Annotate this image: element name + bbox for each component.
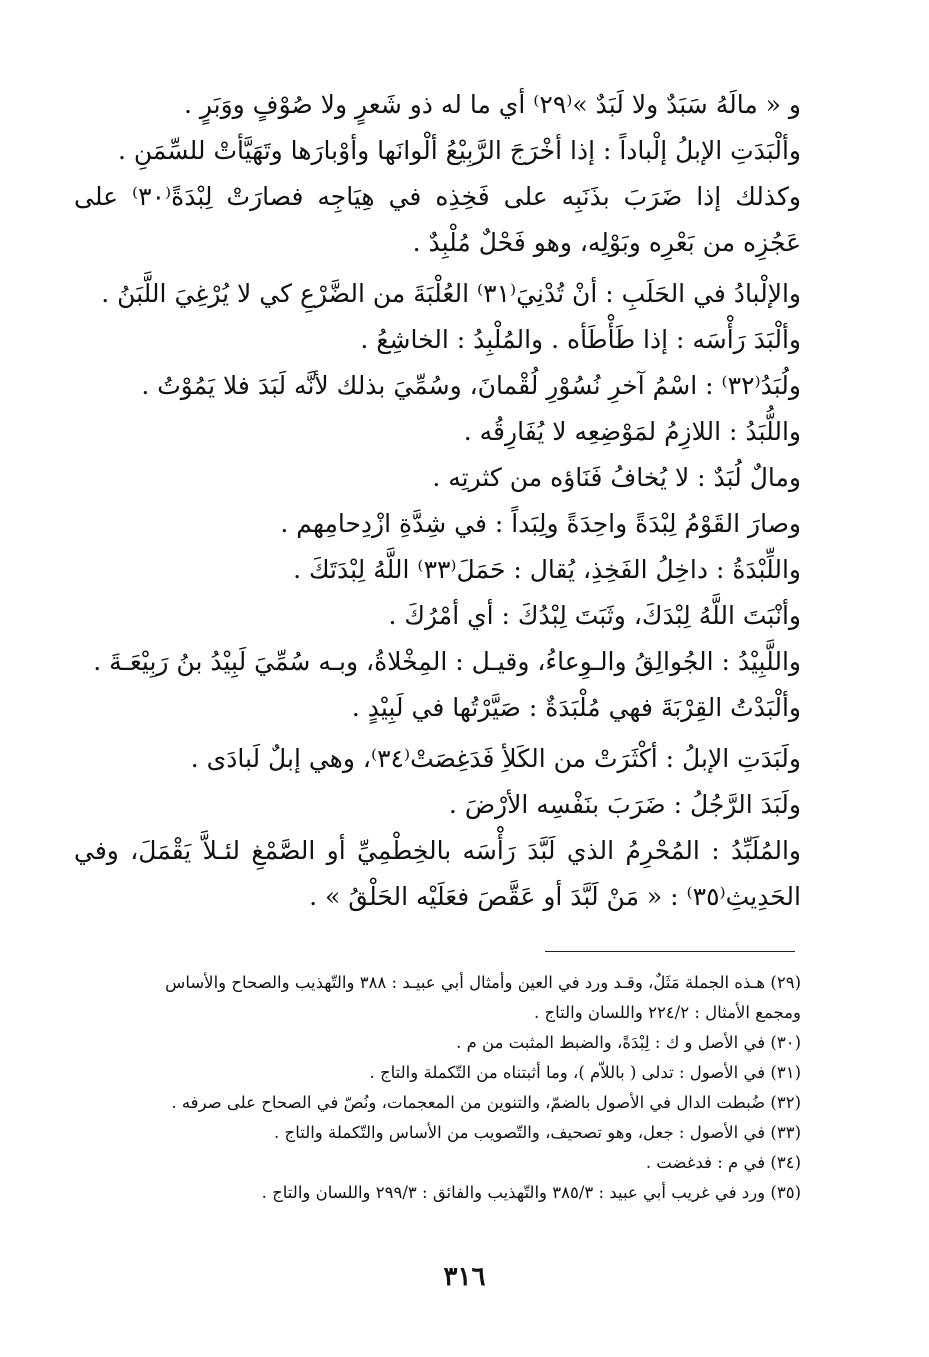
- footnotes: [74, 968, 801, 1208]
- main-text: [74, 82, 801, 920]
- paragraph: واللُّبَدُ : اللازِمُ لمَوْضِعِه لا يُفَارِقُه .: [463, 417, 801, 446]
- footnote: (٣٤) في م : فدغضت .: [645, 1153, 801, 1172]
- paragraph: وألْبَدَ رَأْسَه : إذا طَأْطَأه . والمُلْبِدُ : الخاشِعُ .: [360, 325, 801, 354]
- footnote: (٣٠) في الأصل و ك : لِبْدَةً، والضبط المثبت من م .: [456, 1033, 801, 1052]
- paragraph: ولَبَدَتِ الإبلُ : أكْثَرَتْ من الكَلأِ فَدَغِصَتْ⁽٣٤⁾، وهي إبلٌ لَبادَى .: [190, 744, 801, 773]
- paragraph: وصارَ القَوْمُ لِبْدَةً واحِدَةً ولِبَداً : في شِدَّةِ ازْدِحامِهم .: [280, 509, 801, 538]
- paragraph: واللِّبْدَةُ : داخِلُ الفَخِذِ، يُقال : حَمَلَ⁽٣٣⁾ اللَّهُ لِبْدَتَكَ .: [293, 555, 801, 584]
- paragraph: والإلْبادُ في الحَلَبِ : أنْ تُدْنِيَ⁽٣١⁾ العُلْبَةَ من الضَّرْعِ كي لا يُرْغِيَ اللَّبَنُ .: [101, 279, 801, 308]
- paragraph: ولَبَدَ الرَّجُلُ : ضَرَبَ بنَفْسِه الأرْضَ .: [448, 790, 801, 819]
- footnote: (٣١) في الأصول : تدلى ( باللاّم )، وما أثبتناه من التّكملة والتاج .: [369, 1063, 801, 1082]
- footnote-continuation: ومجمع الأمثال : ٢٢٤/٢ واللسان والتاج .: [533, 1003, 801, 1022]
- paragraph: وألْبَدَتِ الإبلُ إلْباداً : إذا أخْرَجَ الرَّبِيْعُ ألْوانَها وأوْبارَها وتَهَيَّأتْ للسِّمَنِ .: [117, 136, 801, 165]
- paragraph: وكذلك إذا ضَرَبَ بذَنَبِه على فَخِذِه في هِيَاجِه فصارَتْ لِبْدَةً⁽٣٠⁾ على عَجُزِه من بَعْرِه وبَوْلِه، وهو فَحْلٌ مُلْبِدٌ .: [74, 182, 801, 257]
- paragraph: ومالٌ لُبَدٌ : لا يُخافُ فَنَاؤه من كثرتِه .: [432, 463, 801, 492]
- footnote: (٣٢) ضُبطت الدال في الأصول بالضمّ، والتنوين من المعجمات، ونُصّ في الصحاح على صرفه .: [171, 1093, 801, 1112]
- footnote: (٢٩) هـذه الجملة مَثَلٌ، وقـد ورد في العين وأمثال أبي عبيـد : ٣٨٨ والتّهذيب والصحاح والأساس: [165, 973, 801, 992]
- footnote: (٣٣) في الأصول : جعل، وهو تصحيف، والتّصويب من الأساس والتّكملة والتاج .: [274, 1123, 801, 1142]
- paragraph: وأنْبَتَ اللَّهُ لِبْدَكَ، وثَبَتَ لِبْدُكَ : أي أمْرُكَ .: [388, 601, 801, 630]
- footnote: (٣٥) ورد في غريب أبي عبيد : ٣٨٥/٣ والتّهذيب والفائق : ٢٩٩/٣ واللسان والتاج .: [261, 1183, 801, 1202]
- paragraph: واللَّبِيْدُ : الجُوالِقُ والـوِعاءُ، وقيـل : المِخْلاةُ، وبـه سُمِّيَ لَبِيْدُ بنُ رَبِيْعَـةَ .: [93, 647, 801, 676]
- paragraph: والمُلَبِّدُ : المُحْرِمُ الذي لَبَّدَ رَأْسَه بالخِطْمِيِّ أو الصَّمْغِ لئـلاَّ يَقْمَلَ، وفي الحَدِيثِ⁽٣٥⁾ : « مَنْ لَبَّدَ أو عَقَّصَ فعَلَيْه الحَلْقُ » .: [74, 836, 801, 911]
- page-number: ٣١٦: [443, 1262, 486, 1292]
- footnote-separator: [545, 951, 795, 952]
- paragraph: ولُبَدُ⁽٣٢⁾ : اسْمُ آخرِ نُسُوْرِ لُقْمانَ، وسُمِّيَ بذلك لأنَّه لَبَدَ فلا يَمُوْتُ .: [141, 371, 801, 400]
- paragraph: وألْبَدْتُ القِرْبَةَ فهي مُلْبَدَةٌ : صَيَّرْتُها في لَبِيْدٍ .: [351, 693, 801, 722]
- paragraph: و « مالَهُ سَبَدٌ ولا لَبَدٌ »⁽٢٩⁾ أي ما له ذو شَعرٍ ولا صُوْفٍ ووَبَرٍ .: [183, 90, 801, 119]
